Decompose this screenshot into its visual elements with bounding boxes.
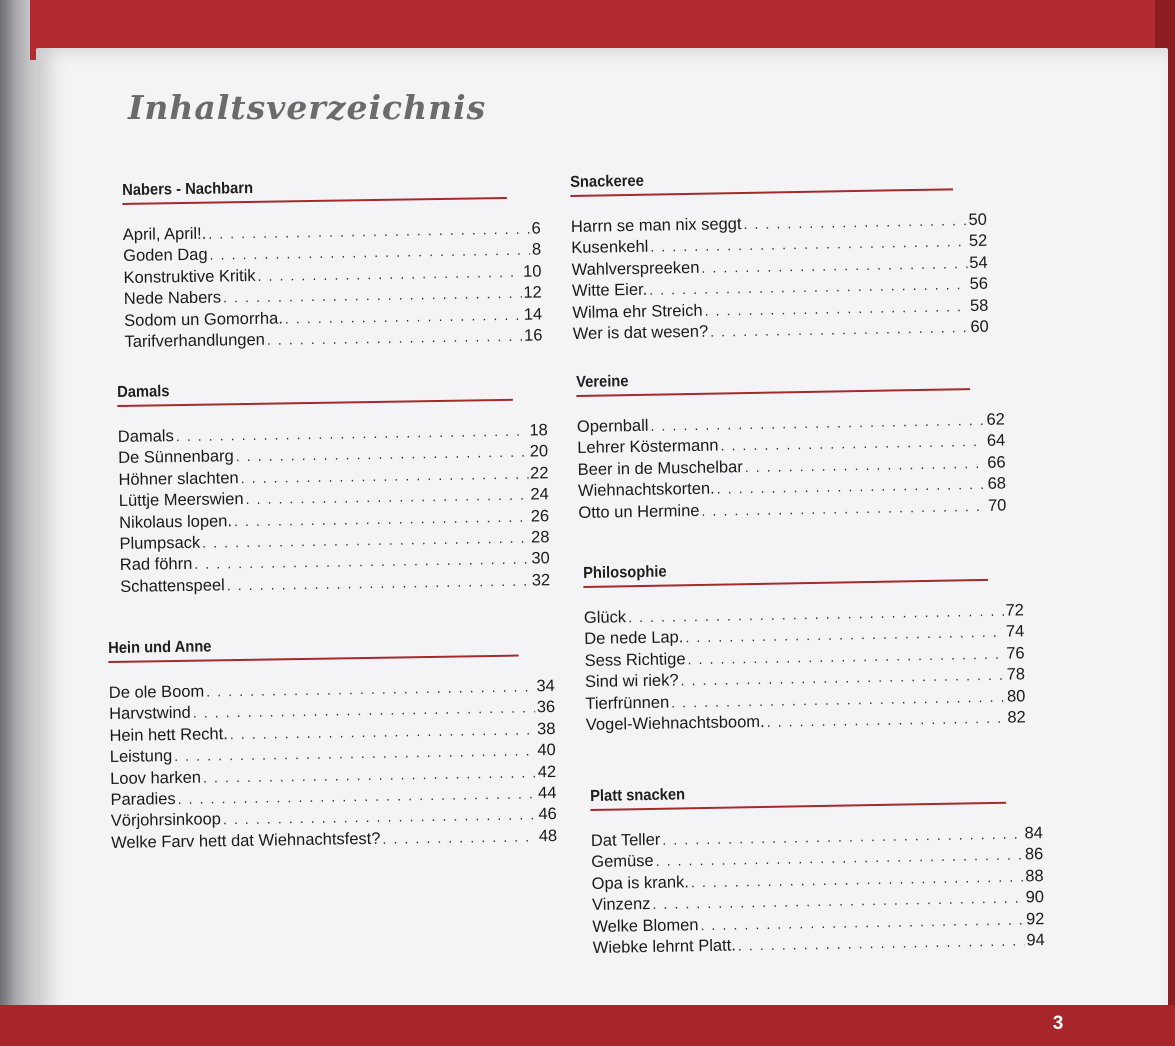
toc-section (117, 377, 550, 598)
entry-page-number: 64 (986, 431, 1006, 451)
entry-page-number: 86 (1024, 845, 1044, 864)
entry-page-number: 14 (523, 305, 543, 324)
entry-page-number: 20 (529, 442, 549, 461)
entry-title: Vogel-Wiehnachtsboom. (585, 712, 765, 735)
entry-title: Glück (583, 608, 627, 627)
entry-title: Wiehnachtskorten. (577, 479, 715, 501)
entry-page-number: 56 (969, 274, 989, 294)
entry-title: De ole Boom (108, 682, 205, 702)
dot-leader (710, 317, 969, 343)
entry-title: Harvstwind (109, 704, 191, 724)
entry-title: Welke Blomen (592, 915, 699, 936)
entry-page-number: 82 (1007, 708, 1026, 727)
entry-title: Tarifverhandlungen (124, 330, 265, 352)
section-heading: Hein und Anne (108, 634, 519, 663)
entry-page-number: 26 (530, 506, 550, 526)
bottom-red-band (0, 1005, 1175, 1046)
toc-section (583, 557, 1026, 736)
toc-section (108, 633, 557, 854)
entry-page-number: 24 (530, 485, 549, 504)
book-spine (0, 0, 40, 1046)
entry-title: Lüttje Meerswien (118, 490, 244, 511)
entry-title: Nede Nabers (123, 288, 222, 309)
entry-title: Wilma ehr Streich (572, 301, 703, 322)
toc-section (576, 367, 1007, 524)
entry-title: De Sünnenbarg (118, 447, 234, 468)
entry-page-number: 30 (531, 549, 550, 568)
entry-page-number: 8 (531, 240, 542, 259)
entry-title: Harrn se man nix seggt (570, 215, 742, 236)
entry-title: Konstruktive Kritik (123, 266, 256, 287)
entry-title: Goden Dag (123, 246, 208, 266)
entry-title: Leistung (109, 747, 173, 767)
section-heading: Vereine (576, 367, 970, 397)
entry-title: Otto un Hermine (578, 501, 700, 522)
entry-page-number: 28 (530, 528, 550, 547)
entry-page-number: 54 (969, 253, 988, 272)
entry-title: Kusenkehl (571, 238, 649, 258)
section-heading: Platt snacken (590, 781, 1006, 811)
entry-page-number: 36 (536, 698, 556, 717)
entry-title: Nikolaus lopen. (119, 511, 233, 532)
entry-title: Welke Farv hett dat Wiehnachtsfest? (111, 829, 381, 852)
entry-page-number: 6 (531, 219, 541, 238)
entry-page-number: 16 (523, 326, 543, 345)
entry-page-number: 48 (538, 826, 558, 846)
page-title: Inhaltsverzeichnis (128, 88, 487, 127)
entry-page-number: 22 (529, 464, 549, 483)
entry-title: Paradies (110, 789, 176, 810)
entry-title: Rad föhrn (119, 555, 193, 575)
entry-title: Witte Eier. (571, 280, 648, 301)
entry-title: Opa is krank. (591, 873, 690, 893)
entry-title: Sodom un Gomorrha. (124, 309, 283, 330)
entry-page-number: 70 (987, 496, 1007, 515)
entry-title: Wer is dat wesen? (572, 322, 709, 344)
section-heading: Philosophie (583, 558, 988, 588)
entry-title: Gemüse (591, 852, 654, 872)
entry-page-number: 40 (537, 741, 556, 760)
toc-section (570, 167, 989, 346)
entry-title: Vinzenz (591, 895, 651, 915)
dot-leader (267, 326, 523, 351)
entry-page-number: 32 (531, 571, 551, 590)
entry-page-number: 46 (538, 805, 557, 824)
toc-section (590, 780, 1045, 959)
entry-page-number: 72 (1005, 601, 1025, 620)
section-heading: Snackeree (570, 167, 953, 197)
entry-page-number: 50 (968, 210, 988, 230)
entry-title: April, April!. (122, 224, 207, 244)
dot-leader (382, 826, 537, 850)
entry-page-number: 94 (1026, 931, 1045, 950)
entry-page-number: 38 (536, 719, 556, 739)
entry-page-number: 52 (968, 232, 988, 251)
section-heading: Damals (117, 378, 513, 407)
entry-title: Loov harken (110, 768, 202, 788)
entry-page-number: 44 (537, 784, 557, 803)
page-number: 3 (1052, 1013, 1064, 1034)
entry-page-number: 42 (537, 762, 557, 781)
entry-page-number: 78 (1006, 665, 1026, 684)
entry-title: Lehrer Köstermann (577, 436, 719, 458)
entry-page-number: 10 (522, 262, 542, 281)
entry-page-number: 68 (987, 474, 1007, 494)
entry-title: Wiebke lehrnt Platt. (592, 936, 736, 958)
entry-title: Hein hett Recht. (109, 724, 228, 745)
dot-leader (766, 708, 1005, 734)
entry-page-number: 90 (1025, 888, 1045, 907)
entry-title: Tierfrünnen (585, 693, 670, 713)
entry-page-number: 62 (986, 410, 1006, 429)
entry-title: Beer in de Muschelbar (577, 457, 743, 479)
entry-page-number: 60 (970, 317, 989, 337)
entry-page-number: 18 (529, 421, 548, 440)
entry-title: Plumpsack (119, 533, 201, 554)
entry-page-number: 92 (1025, 909, 1045, 929)
entry-page-number: 84 (1024, 824, 1044, 843)
entry-page-number: 58 (969, 296, 989, 315)
entry-title: Höhner slachten (118, 468, 239, 489)
entry-page-number: 12 (523, 283, 542, 302)
entry-title: Sind wi riek? (584, 671, 679, 692)
entry-title: Schattenspeel (120, 576, 225, 596)
entry-page-number: 66 (987, 453, 1006, 472)
entry-title: Dat Teller (590, 830, 661, 850)
entry-page-number: 74 (1005, 622, 1025, 642)
entry-page-number: 80 (1006, 686, 1026, 706)
toc-section (122, 175, 543, 353)
entry-title: Sess Richtige (584, 650, 686, 670)
section-heading: Nabers - Nachbarn (122, 176, 507, 205)
entry-page-number: 34 (536, 676, 555, 696)
entry-page-number: 76 (1006, 644, 1025, 663)
entry-title: Wahlverspreeken (571, 258, 700, 279)
entry-title: Opernball (576, 416, 649, 436)
entry-title: Damals (117, 427, 174, 446)
entry-page-number: 88 (1025, 866, 1044, 886)
entry-title: De nede Lap. (584, 628, 684, 649)
entry-title: Vörjohrsinkoop (110, 810, 222, 831)
